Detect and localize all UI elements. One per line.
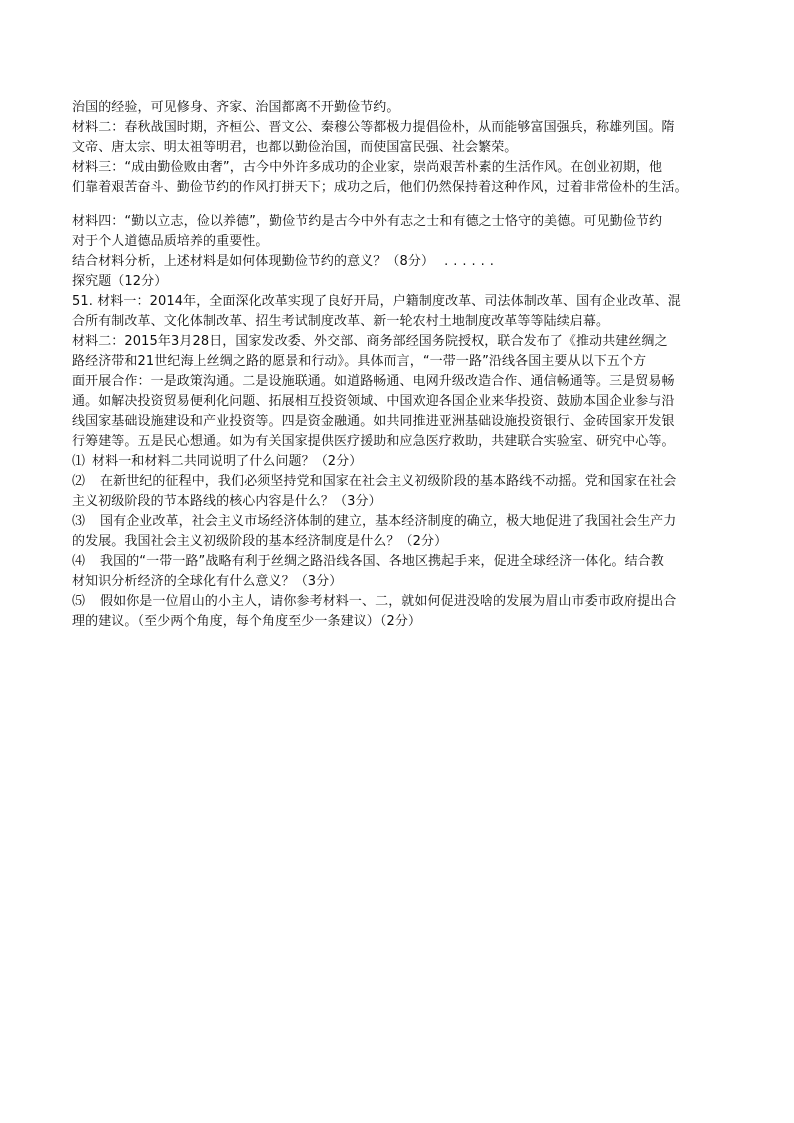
sub-question-3 — [72, 512, 726, 532]
text-line: 合所有制改革、文化体制改革、招生考试制度改革、新一轮农村土地制度改革等等陆续启幕。 — [72, 314, 610, 329]
text-line: 通。如解决投资贸易便利化问题、拓展相互投资领域、中国欢迎各国企业来华投资、鼓励本国企业参与沿 — [72, 394, 675, 409]
sub-question-text: 在新世纪的征程中，我们必须坚持党和国家在社会主义初级阶段的基本路线不动摇。党和国家在社会 — [100, 474, 677, 489]
text-line: 面开展合作：一是政策沟通。二是设施联通。如道路畅通、电网升级改造合作、通信畅通等。三是贸易畅 — [72, 374, 675, 389]
sub-question-text: 假如你是一位眉山的小主人，请你参考材料一、二，就如何促进没啥的发展为眉山市委市政府提出合 — [100, 594, 677, 609]
sub-question-5 — [72, 592, 726, 612]
sub-question-number: ⑴ — [72, 454, 86, 469]
text-line: 对于个人道德品质培养的重要性。 — [72, 234, 269, 249]
sub-question-number: ⑶ — [72, 514, 86, 529]
sub-question-text: 我国的“一带一路”战略有利于丝绸之路沿线各国、各地区携起手来，促进全球经济一体化。结合教 — [100, 554, 664, 569]
material-three-line: 材料三：“成由勤俭败由奢”，古今中外许多成功的企业家，崇尚艰苦朴素的生活作风。在创业初期，他 — [72, 160, 663, 175]
sub-question-text: 国有企业改革，社会主义市场经济体制的建立，基本经济制度的确立，极大地促进了我国社会生产力 — [100, 514, 677, 529]
sub-question-continuation: 材知识分析经济的全球化有什么意义？（3分） — [72, 574, 343, 589]
material-two-line: 材料二：春秋战国时期，齐桓公、晋文公、秦穆公等都极力提倡俭朴，从而能够富国强兵，称雄列国。隋 — [72, 120, 675, 135]
sub-question-number: ⑷ — [72, 554, 86, 569]
text-line: 路经济带和21世纪海上丝绸之路的愿景和行动》。具体而言，“一带一路”沿线各国主要从以下五个方 — [72, 354, 647, 369]
material-four-line: 材料四：“勤以立志，俭以养德”，勤俭节约是古今中外有志之士和有德之士恪守的美德。可见勤俭节约 — [72, 214, 663, 229]
section-heading: 探究题（12分） — [72, 274, 168, 289]
sub-question-continuation: 主义初级阶段的节本路线的核心内容是什么？（3分） — [72, 494, 382, 509]
sub-question-text: 材料一和材料二共同说明了什么问题？（2分） — [92, 454, 363, 469]
sub-question-2 — [72, 472, 726, 492]
text-line: 线国家基础设施建设和产业投资等。四是资金融通。如共同推进亚洲基础设施投资银行、金砖国家开发银 — [72, 414, 675, 429]
question-line — [72, 252, 726, 272]
paragraph-gap — [72, 198, 726, 212]
question-text: 结合材料分析，上述材料是如何体现勤俭节约的意义？（8分） — [72, 254, 435, 269]
sub-question-4 — [72, 552, 726, 572]
document-body — [72, 98, 726, 632]
sub-question-1 — [72, 452, 726, 472]
text-line: 治国的经验，可见修身、齐家、治国都离不开勤俭节约。 — [72, 100, 400, 115]
sub-question-number: ⑸ — [72, 594, 86, 609]
text-line: 文帝、唐太宗、明太祖等明君，也都以勤俭治国，而使国富民强、社会繁荣。 — [72, 140, 518, 155]
text-line: 行筹建等。五是民心想通。如为有关国家提供医疗援助和应急医疗救助，共建联合实验室、研究中心等。 — [72, 434, 675, 449]
material-two-line: 材料二：2015年3月28日，国家发改委、外交部、商务部经国务院授权，联合发布了《推动共建丝绸之 — [72, 334, 668, 349]
text-line: 们靠着艰苦奋斗、勤俭节约的作风打拼天下；成功之后，他们仍然保持着这种作风，过着非常俭朴的生活。 — [72, 180, 688, 195]
answer-dots: ...... — [444, 254, 499, 269]
sub-question-continuation: 的发展。我国社会主义初级阶段的基本经济制度是什么？（2分） — [72, 534, 448, 549]
sub-question-number: ⑵ — [72, 474, 86, 489]
question-51-line: 51. 材料一：2014年，全面深化改革实现了良好开局，户籍制度改革、司法体制改革、国有企业改革、混 — [72, 294, 681, 309]
sub-question-continuation: 理的建议。（至少两个角度，每个角度至少一条建议）（2分） — [72, 614, 422, 629]
